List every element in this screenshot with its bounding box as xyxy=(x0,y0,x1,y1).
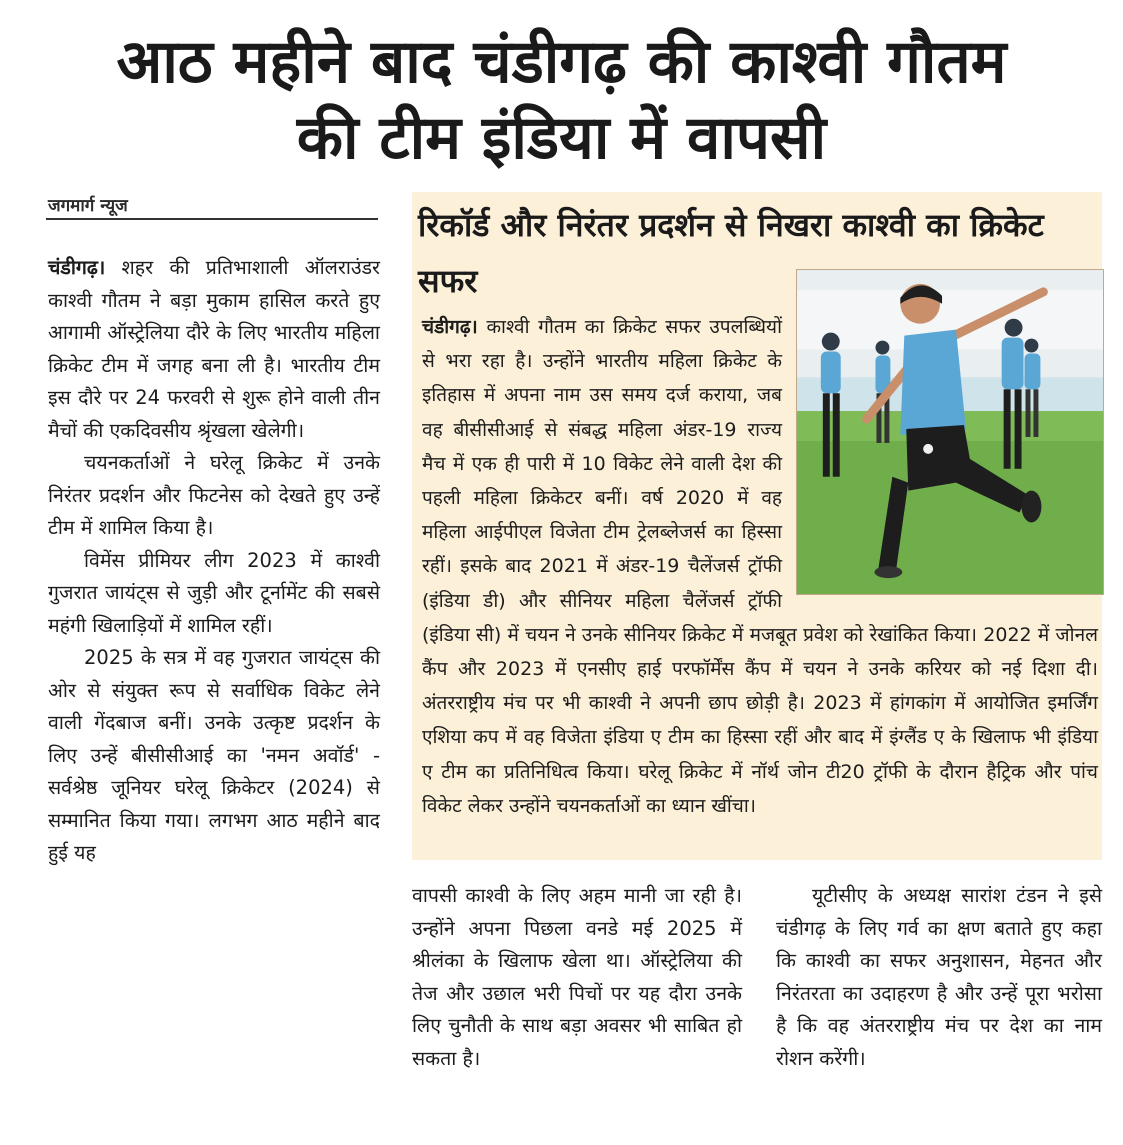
main-story-p1-text: शहर की प्रतिभाशाली ऑलराउंडर काश्वी गौतम ने बड़ा मुकाम हासिल करते हुए आगामी ऑस्ट्रेलिया दौरे के लिए भारतीय महिला क्रिकेट टीम में जगह बना ली है। भारतीय टीम इस दौरे पर 24 फरवरी से शुरू होने वाली तीन मैचों की एकदिवसीय श्रृंखला खेलेगी। xyxy=(48,256,381,442)
sidebar-body-text: काश्वी गौतम का क्रिकेट सफर उपलब्धियों से भरा रहा है। उन्होंने भारतीय महिला क्रिकेट के इतिहास में अपना नाम उस समय दर्ज कराया, जब वह बीसीसीआई से संबद्ध महिला अंडर-19 राज्य मैच में एक ही पारी में 10 विकेट लेने वाली देश की पहली महिला क्रिकेटर बनीं। वर्ष 2020 में वह महिला आईपीएल विजेता टीम ट्रेलब्लेजर्स का हिस्सा रहीं। इसके बाद 2021 में अंडर-19 चैलेंजर्स ट्रॉफी (इंडिया डी) और सीनियर महिला चैलेंजर्स ट्रॉफी (इंडिया सी) में चयन ने उनके सीनियर क्रिकेट में मजबूत प्रवेश को रेखांकित किया। 2022 में जोनल कैंप और 2023 में एनसीए हाई परफॉर्मेंस कैंप में चयन ने उनके करियर को नई दिशा दी। अंतरराष्ट्रीय मंच पर भी काश्वी ने अपनी छाप छोड़ी है। 2023 में हांगकांग में आयोजित इमर्जिंग एशिया कप में वह विजेता इंडिया ए टीम का हिस्सा रहीं और बाद में इंग्लैंड ए के खिलाफ भी इंडिया ए टीम का प्रतिनिधित्व किया। घरेलू क्रिकेट में नॉर्थ जोन टी20 ट्रॉफी के दौरान हैट्रिक और पांच विकेट लेकर उन्होंने चयनकर्ताओं का ध्यान खींचा। xyxy=(422,316,1098,817)
main-story-right-paragraph: यूटीसीए के अध्यक्ष सारांश टंडन ने इसे चंडीगढ़ के लिए गर्व का क्षण बताते हुए कहा कि काश्वी का सफर अनुशासन, मेहनत और निरंतरता का उदाहरण है और उन्हें पूरा भरोसा है कि वह अंतरराष्ट्रीय मंच पर देश का नाम रोशन करेंगी। xyxy=(776,884,1102,1070)
bowler-illustration xyxy=(797,270,1103,594)
sidebar-body xyxy=(422,310,1098,823)
main-story-paragraph-2: चयनकर्ताओं ने घरेलू क्रिकेट में उनके निरंतर प्रदर्शन और फिटनेस को देखते हुए उन्हें टीम में शामिल किया है। xyxy=(48,451,380,539)
sidebar-title: रिकॉर्ड और निरंतर प्रदर्शन से निखरा काश्वी का क्रिकेट सफर xyxy=(418,206,1044,300)
main-story-paragraph-3: विमेंस प्रीमियर लीग 2023 में काश्वी गुजरात जायंट्स से जुड़ी और टूर्नामेंट की सबसे महंगी खिलाड़ियों में शामिल रहीं। xyxy=(48,548,380,637)
headline-line-2: की टीम इंडिया में वापसी xyxy=(296,103,827,173)
main-story-paragraph-4: 2025 के सत्र में वह गुजरात जायंट्स की ओर से संयुक्त रूप से सर्वाधिक विकेट लेने वाली गेंदबाज बनीं। उनके उत्कृष्ट प्रदर्शन के लिए उन्हें बीसीसीआई का 'नमन अवॉर्ड' - सर्वश्रेष्ठ जूनियर घरेलू क्रिकेटर (2024) से सम्मानित किया गया। लगभग आठ महीने बाद हुई यह xyxy=(48,646,380,864)
main-story-column-middle: वापसी काश्वी के लिए अहम मानी जा रही है। उन्होंने अपना पिछला वनडे मई 2025 में श्रीलंका के खिलाफ खेला था। ऑस्ट्रेलिया की तेज और उछाल भरी पिचों पर यह दौरा उनके लिए चुनौती के साथ बड़ा अवसर भी साबित हो सकता है। xyxy=(412,884,742,1070)
player-photo xyxy=(796,269,1104,595)
main-story-paragraph-1 xyxy=(48,252,380,447)
byline: जगमार्ग न्यूज xyxy=(48,196,128,216)
main-story-column-left xyxy=(48,252,380,870)
headline-line-1: आठ महीने बाद चंडीगढ़ की काश्वी गौतम xyxy=(116,27,1007,97)
main-story-column-right xyxy=(776,880,1102,1075)
headline xyxy=(30,24,1093,176)
main-dateline: चंडीगढ़। xyxy=(48,256,106,279)
sidebar-dateline: चंडीगढ़। xyxy=(422,316,478,338)
